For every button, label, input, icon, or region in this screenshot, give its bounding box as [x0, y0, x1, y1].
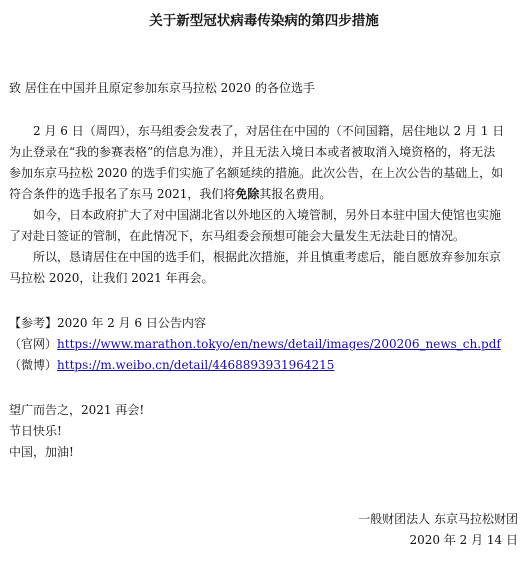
para1-line4	[9, 186, 523, 202]
closing-line1: 望广而告之，2021 再会!	[9, 403, 145, 417]
para3-line1: 所以，恳请居住在中国的选手们，根据此次措施，并且慎重考虑后，能自愿放弃参加东京	[33, 250, 502, 264]
para2-line2: 了对赴日签证的管制，在此情况下，东马组委会预想可能会大量发生无法赴日的情况。	[9, 229, 466, 243]
document-title: 关于新型冠状病毒传染病的第四步措施	[149, 13, 379, 29]
reference-official	[9, 336, 523, 352]
para2-line1: 如今，日本政府扩大了对中国湖北省以外地区的入境管制，另外日本驻中国大使馆也实施	[33, 208, 502, 222]
signature-org: 一般财团法人 东京马拉松财团	[358, 512, 518, 526]
exempt-highlight: 免除	[235, 187, 260, 201]
para1-line4-end: 其报名费用。	[259, 187, 332, 201]
weibo-link[interactable]: https://m.weibo.cn/detail/4468893931964215	[57, 358, 335, 372]
para3-line2: 马拉松 2020，让我们 2021 年再会。	[9, 271, 214, 285]
official-link[interactable]: https://www.marathon.tokyo/en/news/detail/images/200206_news_ch.pdf	[57, 337, 501, 351]
weibo-label: （微博）	[9, 358, 58, 372]
reference-heading: 【参考】2020 年 2 月 6 日公告内容	[9, 316, 206, 330]
signature-date: 2020 年 2 月 14 日	[409, 533, 518, 547]
para1-line1: 2 月 6 日（周四），东马组委会发表了，对居住在中国的（不问国籍，居住地以 2 月 1 日	[33, 124, 505, 138]
para1-line3: 参加东京马拉松 2020 的选手们实施了名额延续的措施。此次公告，在上次公告的基础上，如	[9, 166, 504, 180]
greeting: 致 居住在中国并且原定参加东京马拉松 2020 的各位选手	[9, 81, 315, 95]
reference-weibo	[9, 357, 523, 373]
para1-line2: 为止登录在“我的参赛表格”的信息为准），并且无法入境日本或者被取消入境资格的，将无法	[9, 145, 496, 159]
closing-line2: 节日快乐!	[9, 424, 62, 438]
para1-line4-start: 符合条件的选手报名了东马 2021，我们将	[9, 187, 236, 201]
closing-line3: 中国，加油!	[9, 445, 74, 459]
official-label: （官网）	[9, 337, 58, 351]
